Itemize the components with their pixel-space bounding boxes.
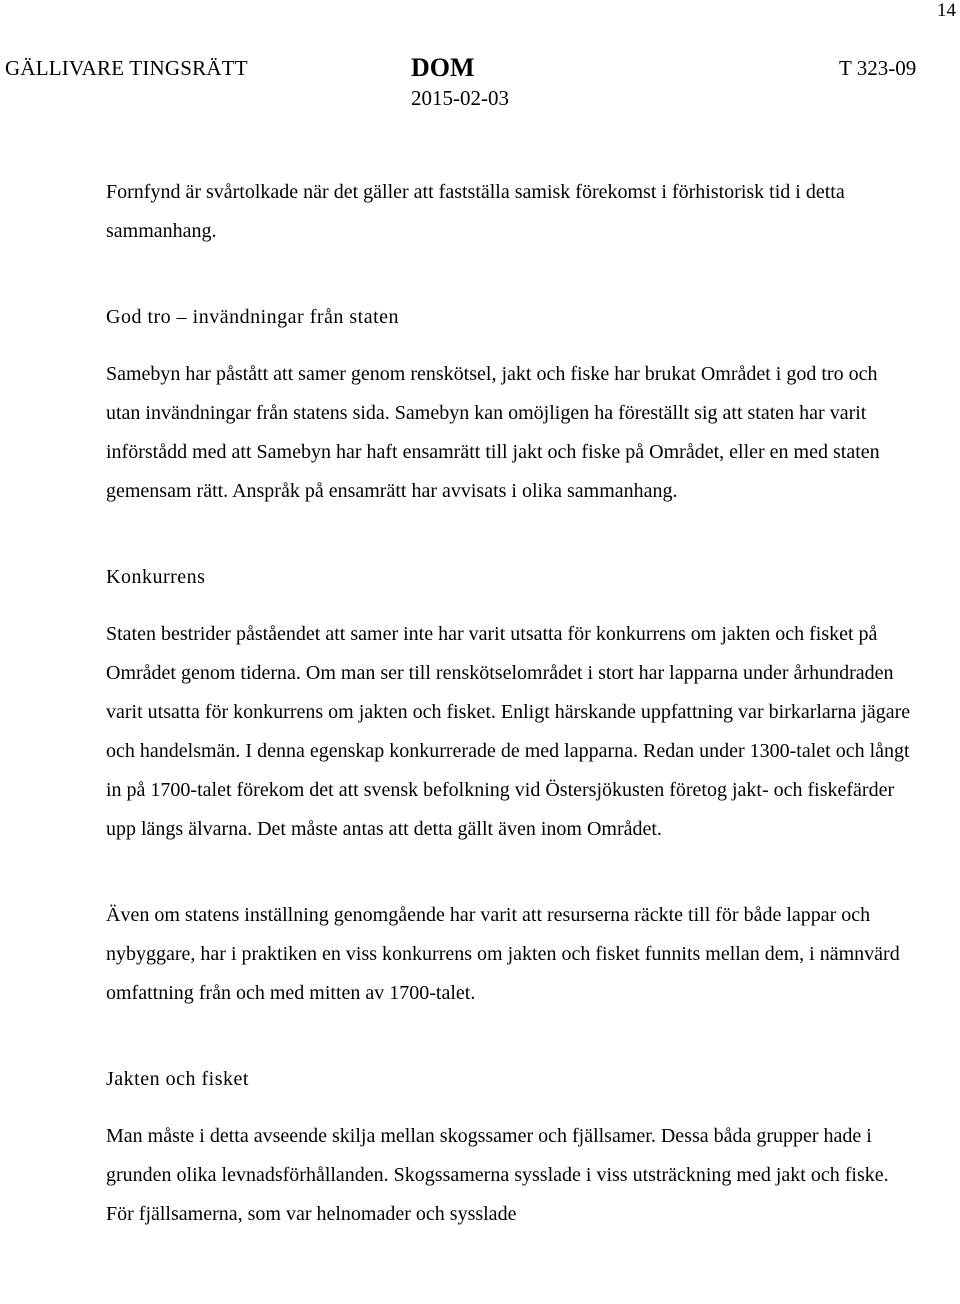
document-header [0,53,960,116]
paragraph-konkurrens-2: Även om statens inställning genomgående har varit att resurserna räckte till för både lappar och nybyggare, har i praktiken en viss konkurrens om jakten och fisket funnits mellan dem, i nämnvärd omfattning från och med mitten av 1700-talet. [106,904,900,1004]
section-heading-konkurrens: Konkurrens [106,566,206,588]
section-heading-god-tro: God tro – invändningar från staten [106,306,400,328]
case-number: T 323-09 [839,56,917,80]
spacer [106,1099,916,1117]
paragraph-konkurrens-1: Staten bestrider påståendet att samer inte har varit utsatta för konkurrens om jakten och fisket på Området genom tiderna. Om man ser till renskötselområdet i stort har lapparna under århundraden varit utsatta för konkurrens om jakten och fisket. Enligt härskande uppfattning var birkarlarna jägare och handelsmän. I denna egenskap konkurrerade de med lapparna. Redan under 1300-talet och långt in på 1700-talet förekom det att svensk befolkning vid Östersjökusten företog jakt- och fiskefärder upp längs älvarna. Det måste antas att detta gällt även inom Området. [106,623,911,840]
spacer [106,1013,916,1060]
paragraph-jakten: Man måste i detta avseende skilja mellan skogssamer och fjällsamer. Dessa båda grupper hade i grunden olika levnadsförhållanden. Skogssamerna sysslade i viss utsträckning med jakt och fiske. För fjällsamerna, som var helnomader och sysslade [106,1125,889,1225]
document-body [106,173,916,1234]
paragraph-intro: Fornfynd är svårtolkade när det gäller att fastställa samisk förekomst i förhistorisk tid i detta sammanhang. [106,181,845,242]
section-heading-jakten: Jakten och fisket [106,1068,249,1090]
paragraph-god-tro: Samebyn har påstått att samer genom renskötsel, jakt och fiske har brukat Området i god tro och utan invändningar från statens sida. Samebyn kan omöjligen ha föreställt sig att staten har varit införstådd med att Samebyn har haft ensamrätt till jakt och fiske på Området, eller en med staten gemensam rätt. Anspråk på ensamrätt har avvisats i olika sammanhang. [106,363,880,502]
spacer [106,337,916,355]
page-number: 14 [937,0,956,21]
document-date: 2015-02-03 [411,86,509,110]
document-type: DOM [411,53,475,82]
spacer [106,511,916,558]
court-name: GÄLLIVARE TINGSRÄTT [5,56,248,80]
spacer [106,849,916,896]
spacer [106,597,916,615]
spacer [106,251,916,298]
